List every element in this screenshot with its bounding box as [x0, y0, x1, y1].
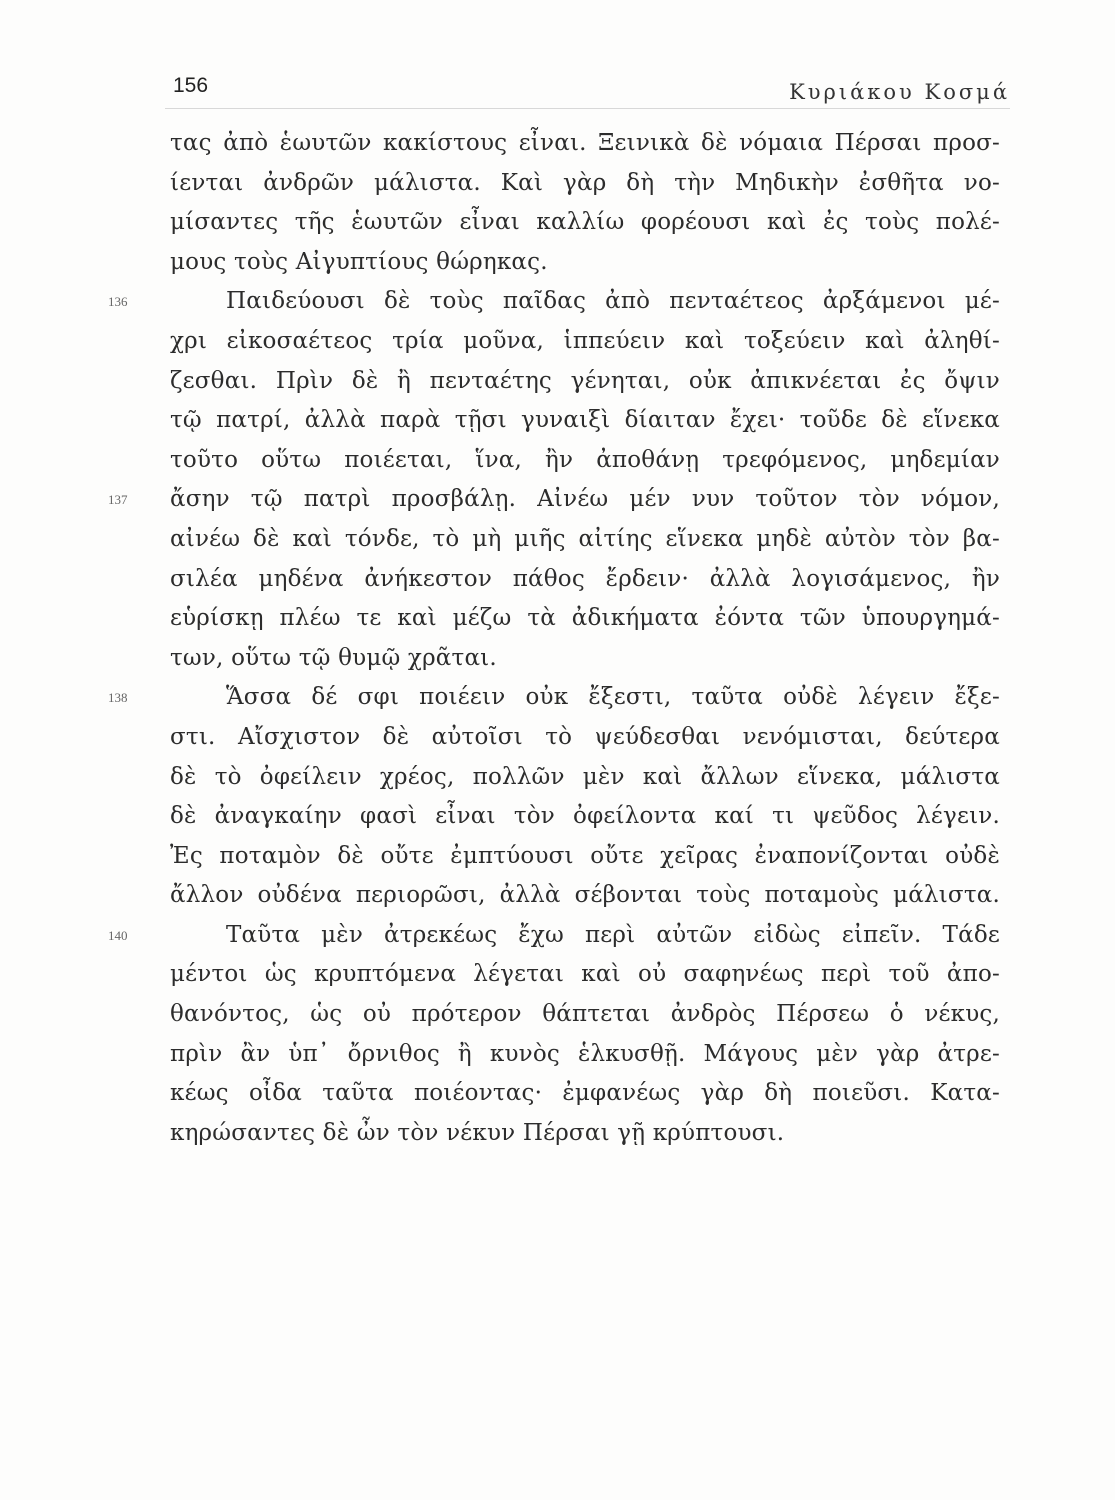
text-line	[170, 758, 1000, 798]
line-text: κέως οἶδα ταῦτα ποιέοντας· ἐμφανέως γὰρ δὴ ποιεῦσι. Κατα-	[170, 1080, 1000, 1107]
line-text: κηρώσαντες δὲ ὦν τὸν νέκυν Πέρσαι γῇ κρύπτουσι.	[170, 1119, 785, 1146]
section-number: 136	[108, 294, 128, 310]
page-header	[165, 68, 1010, 109]
text-line	[170, 1035, 1000, 1075]
line-text: Ἅσσα δέ σφι ποιέειν οὐκ ἔξεστι, ταῦτα οὐδὲ λέγειν ἔξε-	[226, 684, 1000, 711]
text-line	[170, 1114, 1000, 1154]
text-line	[108, 480, 1000, 520]
text-line	[170, 639, 1000, 679]
text-line	[108, 916, 1000, 956]
text-line	[108, 282, 1000, 322]
line-text: Ἐς ποταμὸν δὲ οὔτε ἐμπτύουσι οὔτε χεῖρας ἐναπονίζονται οὐδὲ	[170, 842, 1000, 869]
text-line	[170, 599, 1000, 639]
line-text: εὑρίσκῃ πλέω τε καὶ μέζω τὰ ἀδικήματα ἐόντα τῶν ὑπουργημά-	[170, 605, 1000, 632]
text-line	[170, 995, 1000, 1035]
line-text: ἄσην τῷ πατρὶ προσβάλῃ. Αἰνέω μέν νυν τοῦτον τὸν νόμον,	[170, 486, 1000, 513]
line-text: χρι εἰκοσαέτεος τρία μοῦνα, ἱππεύειν καὶ τοξεύειν καὶ ἀληθί-	[170, 327, 1000, 354]
running-head: Κυριάκου Κοσμά	[789, 80, 1010, 104]
line-text: Ταῦτα μὲν ἀτρεκέως ἔχω περὶ αὐτῶν εἰδὼς εἰπεῖν. Τάδε	[226, 921, 1000, 948]
text-line	[170, 876, 1000, 916]
text-line	[170, 837, 1000, 877]
text-line	[170, 441, 1000, 481]
line-text: τοῦτο οὕτω ποιέεται, ἵνα, ἢν ἀποθάνῃ τρεφόμενος, μηδεμίαν	[170, 446, 1000, 473]
text-line	[170, 243, 1000, 283]
line-text: τας ἀπὸ ἑωυτῶν κακίστους εἶναι. Ξεινικὰ δὲ νόμαια Πέρσαι προσ-	[170, 130, 1000, 156]
line-text: στι. Αἴσχιστον δὲ αὐτοῖσι τὸ ψεύδεσθαι νενόμισται, δεύτερα	[170, 723, 1000, 750]
line-text: τῷ πατρί, ἀλλὰ παρὰ τῇσι γυναιξὶ δίαιταν ἔχει· τοῦδε δὲ εἵνεκα	[170, 407, 1000, 434]
text-line	[170, 718, 1000, 758]
line-text: μίσαντες τῆς ἑωυτῶν εἶναι καλλίω φορέουσι καὶ ἐς τοὺς πολέ-	[170, 209, 1000, 236]
text-line	[170, 1074, 1000, 1114]
text-line	[170, 164, 1000, 204]
section-number: 137	[108, 492, 128, 508]
text-line	[108, 678, 1000, 718]
line-text: των, οὕτω τῷ θυμῷ χρᾶται.	[170, 644, 497, 671]
text-line	[170, 797, 1000, 837]
line-text: ίενται ἀνδρῶν μάλιστα. Καὶ γὰρ δὴ τὴν Μηδικὴν ἐσθῆτα νο-	[170, 169, 1000, 196]
text-line	[170, 124, 1000, 164]
section-number: 138	[108, 690, 128, 706]
line-text: δὲ ἀναγκαίην φασὶ εἶναι τὸν ὀφείλοντα καί τι ψεῦδος λέγειν.	[170, 803, 1000, 830]
text-line	[170, 203, 1000, 243]
text-line	[170, 362, 1000, 402]
line-text: Παιδεύουσι δὲ τοὺς παῖδας ἀπὸ πενταέτεος ἀρξάμενοι μέ-	[226, 288, 1000, 315]
line-text: μέντοι ὡς κρυπτόμενα λέγεται καὶ οὐ σαφηνέως περὶ τοῦ ἀπο-	[170, 961, 1000, 988]
text-line	[170, 401, 1000, 441]
text-line	[170, 955, 1000, 995]
line-text: σιλέα μηδένα ἀνήκεστον πάθος ἔρδειν· ἀλλὰ λογισάμενος, ἢν	[170, 565, 1000, 592]
text-line	[170, 520, 1000, 560]
line-text: ἄλλον οὐδένα περιορῶσι, ἀλλὰ σέβονται τοὺς ποταμοὺς μάλιστα.	[170, 882, 1000, 909]
section-number: 140	[108, 927, 128, 943]
line-text: ζεσθαι. Πρὶν δὲ ἢ πενταέτης γένηται, οὐκ ἀπικνέεται ἐς ὄψιν	[170, 367, 1000, 394]
text-line	[170, 322, 1000, 362]
line-text: μους τοὺς Αἰγυπτίους θώρηκας.	[170, 248, 548, 275]
line-text: πρὶν ἂν ὑπ᾿ ὄρνιθος ἢ κυνὸς ἑλκυσθῇ. Μάγους μὲν γὰρ ἀτρε-	[170, 1040, 1000, 1067]
line-text: αἰνέω δὲ καὶ τόνδε, τὸ μὴ μιῆς αἰτίης εἵνεκα μηδὲ αὐτὸν τὸν βα-	[170, 525, 1000, 552]
line-text: θανόντος, ὡς οὐ πρότερον θάπτεται ἀνδρὸς Πέρσεω ὁ νέκυς,	[170, 1001, 1000, 1028]
body-text	[108, 124, 1000, 1153]
text-line	[170, 560, 1000, 600]
page-number: 156	[173, 74, 209, 97]
line-text: δὲ τὸ ὀφείλειν χρέος, πολλῶν μὲν καὶ ἄλλων εἵνεκα, μάλιστα	[170, 763, 1000, 790]
